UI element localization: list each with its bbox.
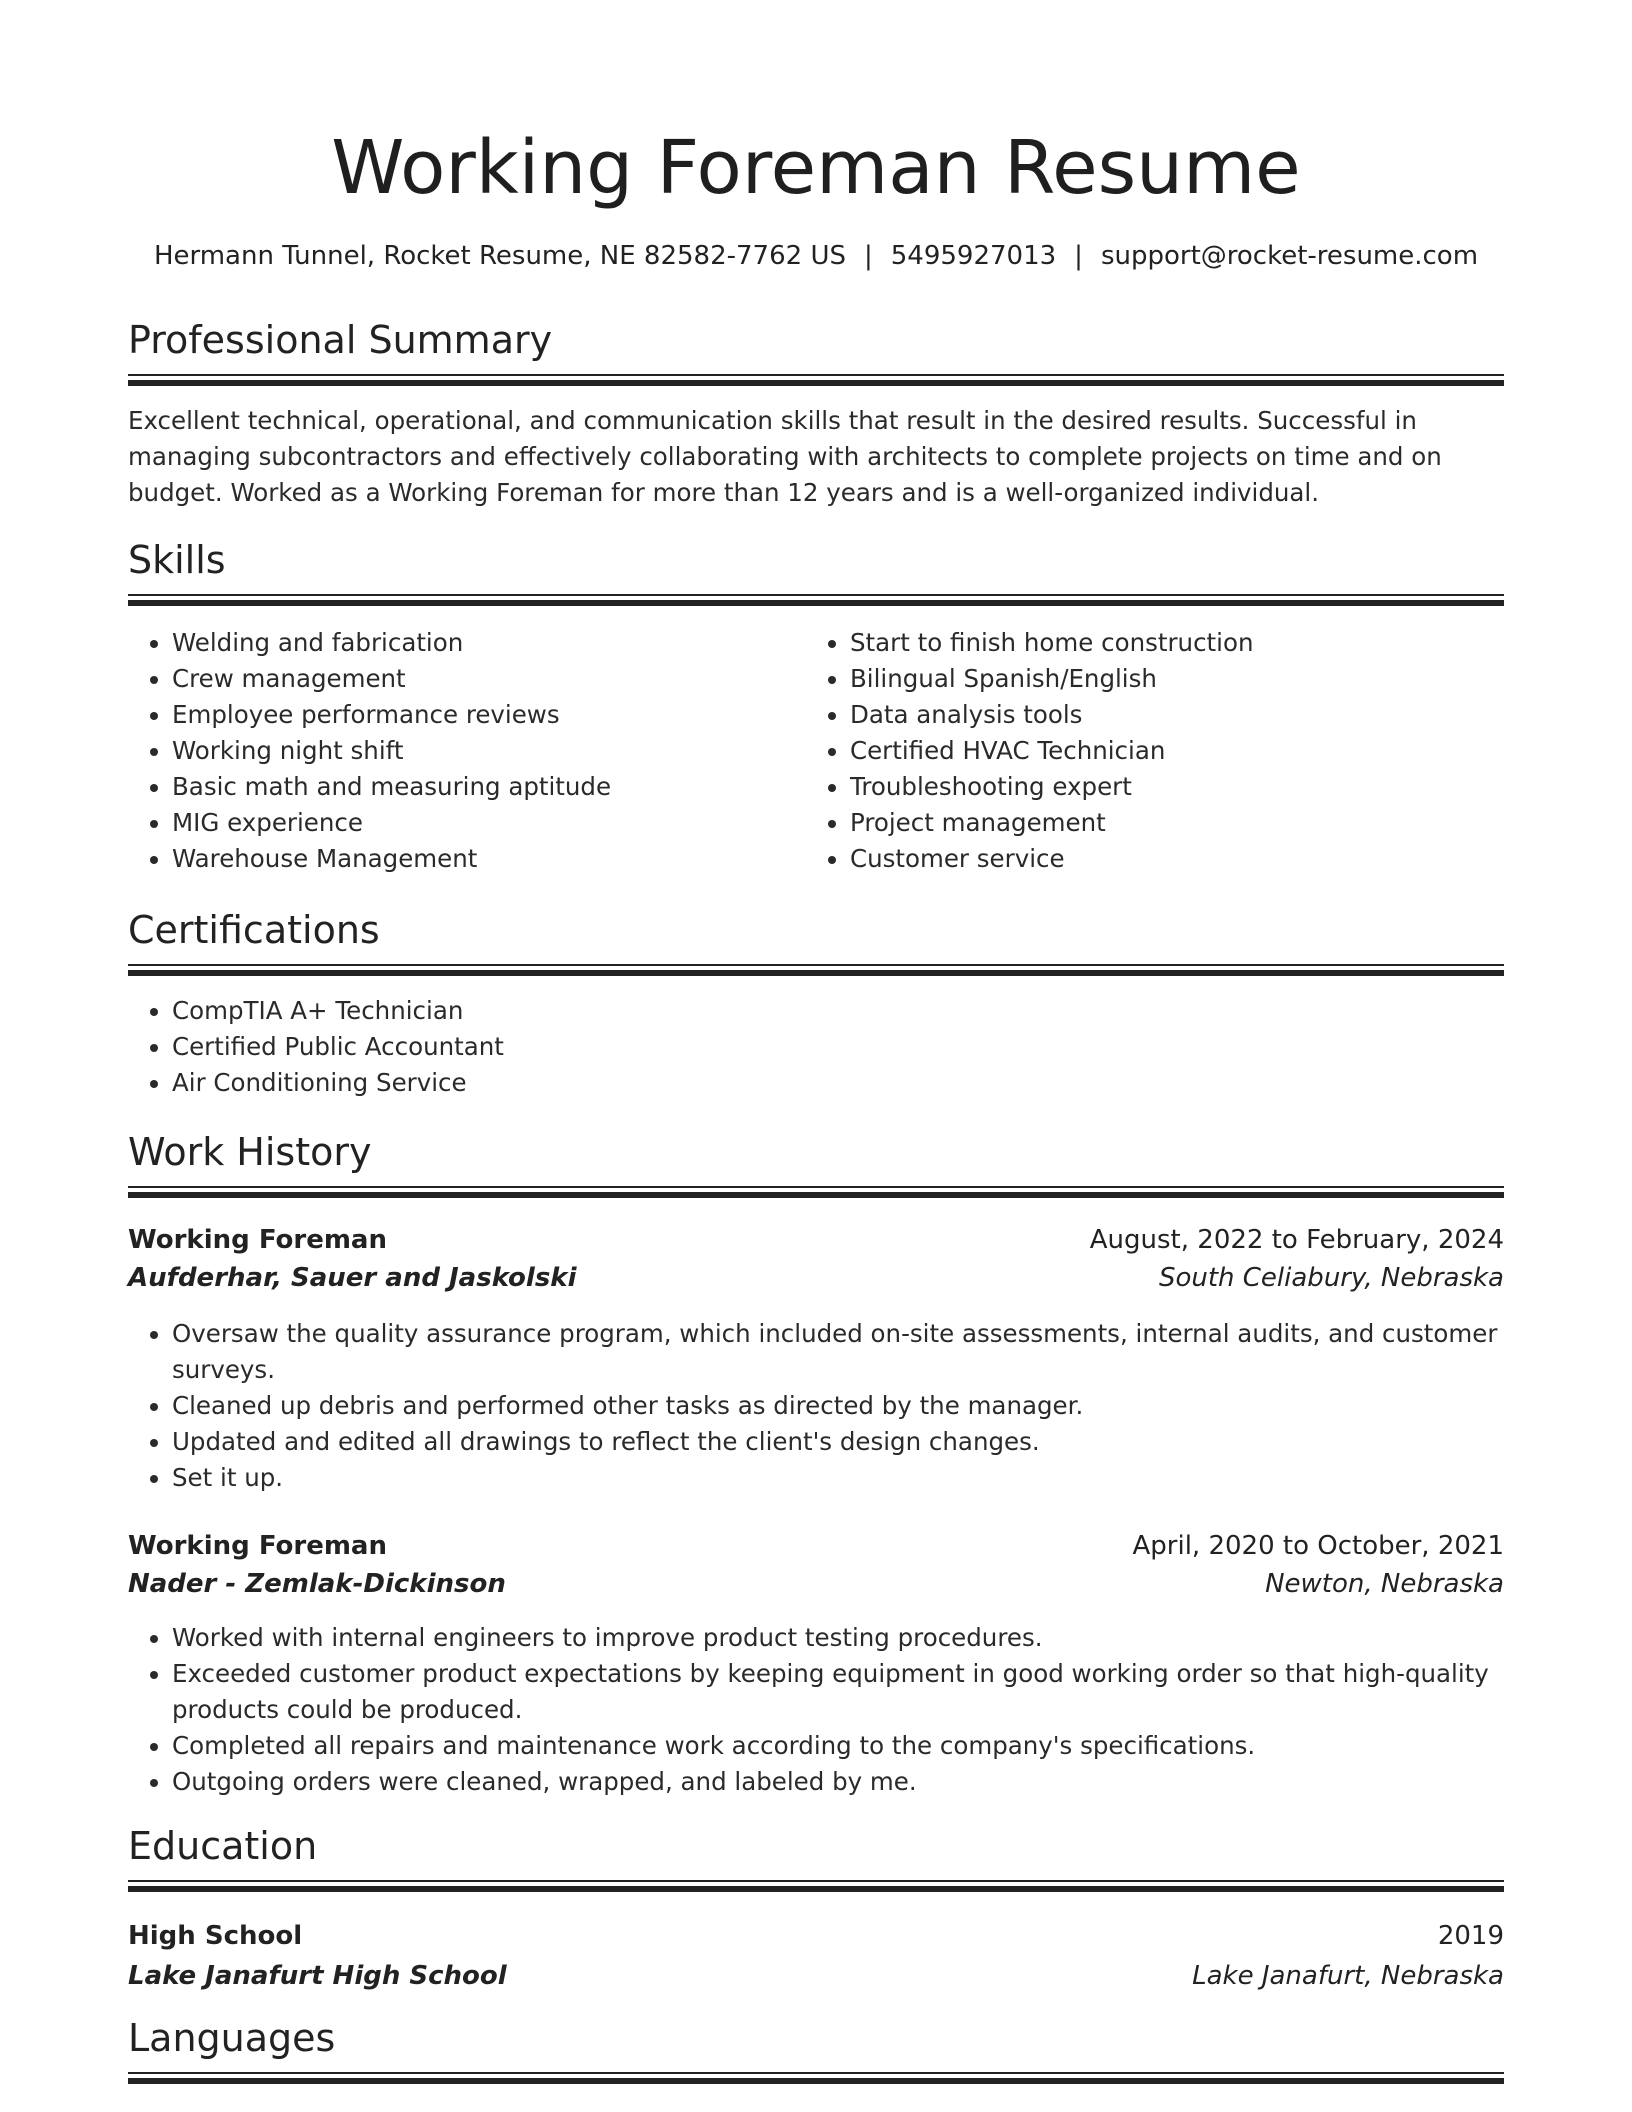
list-item: • CompTIA A+ Technician [172, 993, 1472, 1029]
section-divider [128, 1880, 1504, 1892]
list-item: • Exceeded customer product expectations by keeping equipment in good working order so that high-quality products could be produced. [172, 1656, 1504, 1728]
education-location: Lake Janafurt, Nebraska [1192, 1961, 1504, 1991]
list-item: • Oversaw the quality assurance program, which included on-site assessments, internal audits, and customer surveys. [172, 1316, 1504, 1388]
job-title: Working Foreman [128, 1225, 387, 1255]
resume-page [128, 0, 1504, 2112]
list-item: • Troubleshooting expert [850, 769, 1500, 805]
list-item: • Worked with internal engineers to improve product testing procedures. [172, 1620, 1504, 1656]
job-dates: April, 2020 to October, 2021 [1132, 1531, 1504, 1561]
list-item: • Cleaned up debris and performed other tasks as directed by the manager. [172, 1388, 1504, 1424]
languages-heading: Languages [128, 2016, 336, 2060]
section-divider [128, 1186, 1504, 1198]
summary-heading: Professional Summary [128, 318, 553, 362]
summary-text: Excellent technical, operational, and communication skills that result in the desired results. Successful in managing subcontractors and effectively collaborating with architects to complete projects on time and on budget. Worked as a Working Foreman for more than 12 years and is a well-organized individual. [128, 406, 1442, 507]
skills-heading: Skills [128, 538, 226, 582]
contact-email: support@rocket-resume.com [1100, 241, 1479, 271]
resume-title: Working Foreman Resume [331, 125, 1301, 211]
list-item: • Bilingual Spanish/English [850, 661, 1500, 697]
list-item: • Working night shift [172, 733, 812, 769]
skills-list-right [806, 625, 1500, 877]
skills-list-left [128, 625, 812, 877]
list-item: • Certified HVAC Technician [850, 733, 1500, 769]
list-item: • Welding and fabrication [172, 625, 812, 661]
contact-line [128, 238, 1504, 274]
list-item: • Customer service [850, 841, 1500, 877]
list-item: • Data analysis tools [850, 697, 1500, 733]
job-company: Nader - Zemlak-Dickinson [128, 1569, 506, 1599]
list-item: • Air Conditioning Service [172, 1065, 1472, 1101]
job-title: Working Foreman [128, 1531, 387, 1561]
list-item: • Crew management [172, 661, 812, 697]
job-company: Aufderhar, Sauer and Jaskolski [128, 1263, 577, 1293]
section-divider [128, 964, 1504, 976]
list-item: • Updated and edited all drawings to reflect the client's design changes. [172, 1424, 1504, 1460]
contact-separator: | [863, 241, 873, 271]
list-item: • Outgoing orders were cleaned, wrapped, and labeled by me. [172, 1764, 1504, 1800]
section-divider [128, 374, 1504, 386]
list-item: • Set it up. [172, 1460, 1504, 1496]
contact-phone: 5495927013 [890, 241, 1057, 271]
education-school: Lake Janafurt High School [128, 1961, 507, 1991]
job-dates: August, 2022 to February, 2024 [1089, 1225, 1504, 1255]
list-item: • Employee performance reviews [172, 697, 812, 733]
education-heading: Education [128, 1824, 318, 1868]
contact-separator: | [1074, 241, 1083, 271]
education-degree: High School [128, 1921, 303, 1951]
list-item: • MIG experience [172, 805, 812, 841]
list-item: • Basic math and measuring aptitude [172, 769, 812, 805]
list-item: • Completed all repairs and maintenance work according to the company's specifications. [172, 1728, 1504, 1764]
section-divider [128, 2072, 1504, 2084]
section-divider [128, 594, 1504, 606]
list-item: • Project management [850, 805, 1500, 841]
job-location: Newton, Nebraska [1265, 1569, 1504, 1599]
list-item: • Start to finish home construction [850, 625, 1500, 661]
list-item: • Certified Public Accountant [172, 1029, 1472, 1065]
list-item: • Warehouse Management [172, 841, 812, 877]
education-year: 2019 [1437, 1921, 1504, 1951]
certifications-heading: Certifications [128, 908, 380, 952]
job-bullets [128, 1620, 1504, 1800]
certifications-list [128, 993, 1472, 1101]
job-bullets [128, 1316, 1504, 1496]
job-location: South Celiabury, Nebraska [1158, 1263, 1504, 1293]
work-history-heading: Work History [128, 1130, 372, 1174]
contact-address: Hermann Tunnel, Rocket Resume, NE 82582-7762 US [153, 241, 846, 271]
